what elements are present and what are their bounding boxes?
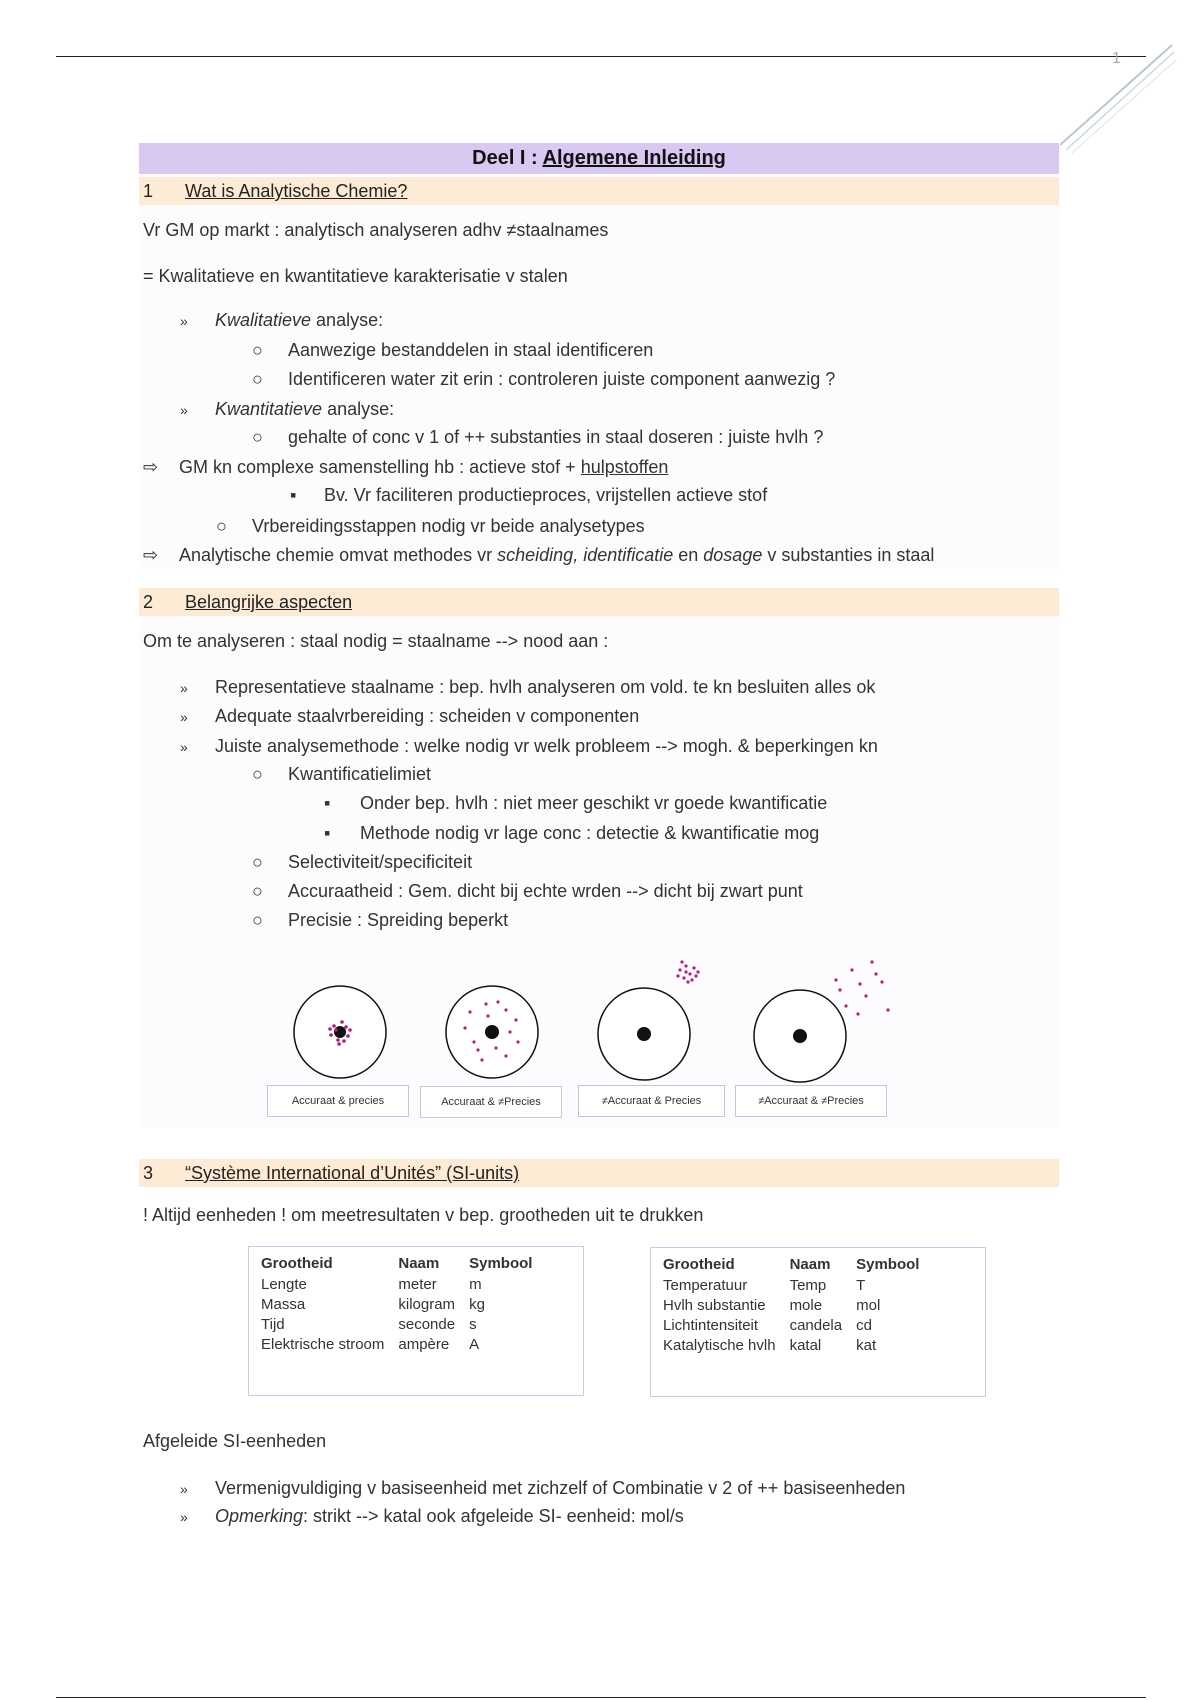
cell: kat — [856, 1337, 877, 1354]
title-prefix: Deel I : — [472, 147, 543, 169]
text: Aanwezige bestanddelen in staal identificeren — [288, 340, 654, 360]
column-header: Symbool — [469, 1255, 533, 1272]
cell: kg — [469, 1296, 485, 1313]
cell: Lengte — [261, 1276, 307, 1293]
text: Precisie : Spreiding beperkt — [288, 910, 509, 930]
text: gehalte of conc v 1 of ++ substanties in staal doseren : juiste hvlh ? — [288, 427, 824, 447]
list-item: ○ Identificeren water zit erin : controleren juiste component aanwezig ? — [252, 369, 836, 389]
text: v substanties in staal — [762, 545, 935, 565]
term: scheiding, identificatie — [497, 545, 674, 565]
list-item: ○ Vrbereidingsstappen nodig vr beide analysetypes — [216, 516, 645, 536]
arrow-icon: ⇨ — [143, 545, 159, 565]
target-label: Accuraat & ≠Precies — [420, 1086, 562, 1118]
column-header: Naam — [398, 1255, 440, 1272]
list-item: » Representatieve staalname : bep. hvlh analyseren om vold. te kn besluiten alles ok — [180, 677, 876, 697]
cell: Massa — [261, 1296, 306, 1313]
target-label: ≠Accuraat & Precies — [578, 1085, 725, 1117]
section-number: 1 — [143, 181, 154, 201]
list-item: ○ Accuraatheid : Gem. dicht bij echte wrden --> dicht bij zwart punt — [252, 881, 803, 901]
cell: Lichtintensiteit — [663, 1317, 759, 1334]
title-main: Algemene Inleiding — [542, 147, 726, 169]
section-number: 2 — [143, 592, 154, 612]
list-item: » Kwantitatieve analyse: — [180, 399, 395, 419]
text: Identificeren water zit erin : controleren juiste component aanwezig ? — [288, 369, 836, 389]
cell: cd — [856, 1317, 872, 1334]
text: en — [673, 545, 704, 565]
target-not-accurate-precise — [598, 960, 700, 1080]
section-title: “Système International d’Unités” (SI-units) — [185, 1163, 520, 1183]
cell: kilogram — [398, 1296, 456, 1313]
section-1-heading — [139, 177, 1059, 205]
page-corner-decoration — [1060, 40, 1180, 160]
list-item: ○ Kwantificatielimiet — [252, 764, 432, 784]
cell: mole — [789, 1297, 823, 1314]
text: Accuraatheid : Gem. dicht bij echte wrden --> dicht bij zwart punt — [288, 881, 803, 901]
text: analyse: — [311, 310, 384, 330]
cell: s — [469, 1316, 477, 1333]
list-item: » Kwalitatieve analyse: — [180, 310, 384, 330]
text: Vrbereidingsstappen nodig vr beide analysetypes — [252, 516, 645, 536]
cell: Elektrische stroom — [261, 1336, 385, 1353]
text: hulpstoffen — [580, 457, 669, 477]
list-item: » Vermenigvuldiging v basiseenheid met zichzelf of Combinatie v 2 of ++ basiseenheden — [180, 1478, 906, 1498]
paragraph: Afgeleide SI-eenheden — [143, 1431, 327, 1451]
text: Adequate staalvrbereiding : scheiden v componenten — [215, 706, 640, 726]
header-rule — [56, 56, 1146, 57]
cell: Hvlh substantie — [663, 1297, 766, 1314]
cell: Katalytische hvlh — [663, 1337, 776, 1354]
arrow-item — [143, 456, 669, 478]
column-header: Naam — [789, 1256, 831, 1273]
arrow-icon: ⇨ — [143, 457, 159, 477]
cell: candela — [789, 1317, 843, 1334]
text: Selectiviteit/specificiteit — [288, 852, 473, 872]
text: Bv. Vr faciliteren productieproces, vrijstellen actieve stof — [324, 485, 768, 505]
table-row — [663, 1276, 933, 1296]
term: Kwantitatieve — [215, 399, 323, 419]
document-title — [139, 143, 1059, 174]
cell: Tijd — [261, 1316, 285, 1333]
text: Representatieve staalname : bep. hvlh analyseren om vold. te kn besluiten alles ok — [215, 677, 876, 697]
cell: seconde — [398, 1316, 456, 1333]
column-header: Grootheid — [663, 1256, 735, 1273]
text: Methode nodig vr lage conc : detectie & kwantificatie mog — [360, 823, 820, 843]
cell: mol — [856, 1297, 881, 1314]
list-item: ▪ Onder bep. hvlh : niet meer geschikt vr goede kwantificatie — [324, 793, 828, 813]
arrow-item — [143, 544, 935, 566]
paragraph: Vr GM op markt : analytisch analyseren adhv ≠staalnames — [143, 220, 609, 240]
paragraph: Om te analyseren : staal nodig = staalname --> nood aan : — [143, 631, 609, 651]
target-label: ≠Accuraat & ≠Precies — [735, 1085, 887, 1117]
text: Analytische chemie omvat methodes vr — [179, 545, 498, 565]
cell: meter — [398, 1276, 437, 1293]
text: Onder bep. hvlh : niet meer geschikt vr goede kwantificatie — [360, 793, 828, 813]
list-item: » Juiste analysemethode : welke nodig vr welk probleem --> mogh. & beperkingen kn — [180, 736, 878, 756]
list-item: ○ Precisie : Spreiding beperkt — [252, 910, 509, 930]
target-label: Accuraat & precies — [267, 1085, 409, 1117]
section-2-heading — [139, 588, 1059, 616]
column-header: Symbool — [856, 1256, 920, 1273]
accuracy-precision-diagram — [260, 950, 920, 1090]
section-title: Wat is Analytische Chemie? — [185, 181, 408, 201]
list-item: ▪ Bv. Vr faciliteren productieproces, vrijstellen actieve stof — [290, 485, 768, 505]
page-number: 1 — [1112, 50, 1121, 67]
section-title: Belangrijke aspecten — [185, 592, 353, 612]
target-not-accurate-not-precise — [754, 960, 890, 1082]
text: : strikt --> katal ook afgeleide SI- eenheid: mol/s — [303, 1506, 684, 1526]
list-item: » Adequate staalvrbereiding : scheiden v componenten — [180, 706, 640, 726]
table-row — [261, 1335, 546, 1355]
text: Kwantificatielimiet — [288, 764, 432, 784]
cell: m — [469, 1276, 482, 1293]
text: Juiste analysemethode : welke nodig vr welk probleem --> mogh. & beperkingen kn — [215, 736, 878, 756]
si-units-table-2 — [650, 1247, 986, 1397]
cell: Temp — [789, 1277, 827, 1294]
list-item: ○ Selectiviteit/specificiteit — [252, 852, 473, 872]
paragraph: ! Altijd eenheden ! om meetresultaten v bep. grootheden uit te drukken — [143, 1205, 704, 1225]
cell: katal — [789, 1337, 822, 1354]
term: Kwalitatieve — [215, 310, 312, 330]
table-row — [663, 1296, 933, 1316]
target-accurate-precise — [294, 986, 386, 1078]
column-header: Grootheid — [261, 1255, 333, 1272]
table-row — [261, 1315, 546, 1335]
table-row — [261, 1275, 546, 1295]
text: Vermenigvuldiging v basiseenheid met zichzelf of Combinatie v 2 of ++ basiseenheden — [215, 1478, 906, 1498]
table-row — [663, 1316, 933, 1336]
list-item: ○ Aanwezige bestanddelen in staal identificeren — [252, 340, 654, 360]
si-units-table-1 — [248, 1246, 584, 1396]
table-row — [261, 1295, 546, 1315]
table-row — [663, 1336, 933, 1356]
text: analyse: — [322, 399, 395, 419]
cell: Temperatuur — [663, 1277, 748, 1294]
section-number: 3 — [143, 1163, 154, 1183]
section-3-heading — [139, 1159, 1059, 1187]
list-item: ○ gehalte of conc v 1 of ++ substanties in staal doseren : juiste hvlh ? — [252, 427, 824, 447]
term: dosage — [703, 545, 763, 565]
paragraph: = Kwalitatieve en kwantitatieve karakterisatie v stalen — [143, 266, 568, 286]
text: GM kn complexe samenstelling hb : actieve stof + — [179, 457, 581, 477]
term: Opmerking — [215, 1506, 304, 1526]
cell: T — [856, 1277, 866, 1294]
list-item: » Opmerking: strikt --> katal ook afgeleide SI- eenheid: mol/s — [180, 1506, 684, 1526]
cell: A — [469, 1336, 480, 1353]
cell: ampère — [398, 1336, 450, 1353]
target-accurate-not-precise — [446, 986, 538, 1078]
list-item: ▪ Methode nodig vr lage conc : detectie & kwantificatie mog — [324, 823, 820, 843]
footer-rule — [56, 1697, 1146, 1698]
